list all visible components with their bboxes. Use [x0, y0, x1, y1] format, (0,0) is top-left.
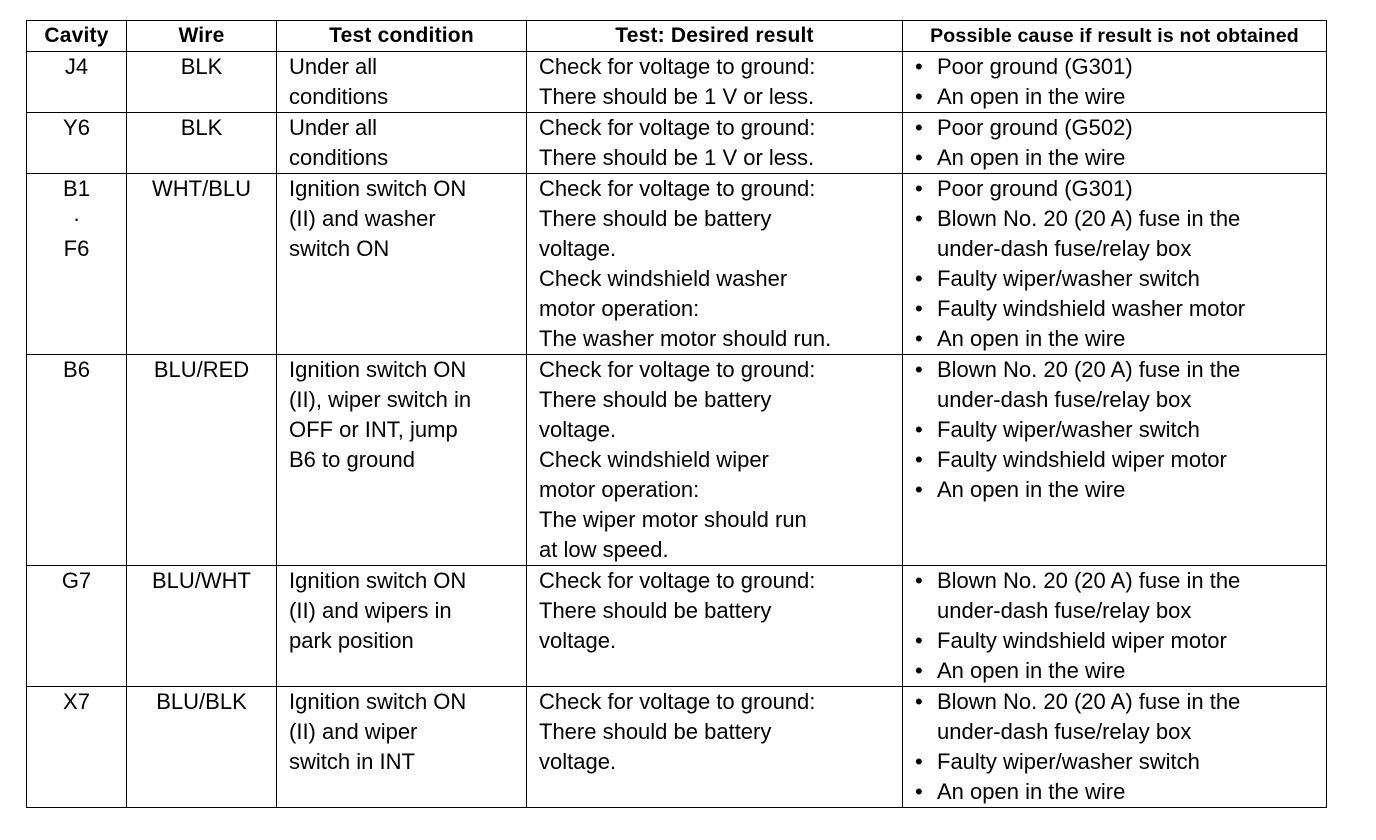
- bullet-icon: •: [915, 176, 923, 201]
- test-condition-line: (II) and wiper: [289, 719, 418, 744]
- possible-cause-cell: [903, 355, 1327, 566]
- header-wire: Wire: [127, 21, 277, 52]
- desired-result-line: There should be battery: [539, 719, 772, 744]
- test-condition-line: Ignition switch ON: [289, 176, 467, 201]
- possible-cause-text: Blown No. 20 (20 A) fuse in the: [937, 357, 1241, 382]
- test-condition-line: switch ON: [289, 236, 390, 261]
- header-test-condition: Test condition: [277, 21, 527, 52]
- possible-cause-text: Blown No. 20 (20 A) fuse in the: [937, 206, 1241, 231]
- possible-cause-cell: [903, 566, 1327, 687]
- possible-cause-text: under-dash fuse/relay box: [937, 719, 1192, 744]
- possible-cause-text: An open in the wire: [937, 326, 1126, 351]
- possible-cause-text: Faulty wiper/washer switch: [937, 417, 1200, 442]
- desired-result-line: Check for voltage to ground:: [539, 176, 816, 201]
- possible-cause-line: [903, 687, 1326, 717]
- possible-cause-text: An open in the wire: [937, 145, 1126, 170]
- possible-cause-line: [903, 777, 1326, 807]
- possible-cause-cell: [903, 52, 1327, 113]
- cavity-line: Y6: [63, 115, 90, 140]
- table-row: [27, 113, 1327, 174]
- possible-cause-line: [903, 174, 1326, 204]
- test-condition-cell: [277, 113, 527, 174]
- desired-result-line: Check for voltage to ground:: [539, 357, 816, 382]
- table-row: [27, 355, 1327, 566]
- possible-cause-line: [903, 82, 1326, 112]
- table-row: [27, 687, 1327, 808]
- cavity-line: B6: [63, 357, 90, 382]
- desired-result-line: Check for voltage to ground:: [539, 115, 816, 140]
- cavity-cell: [27, 52, 127, 113]
- desired-result-line: motor operation:: [539, 477, 700, 502]
- header-desired-result: Test: Desired result: [527, 21, 903, 52]
- possible-cause-line: [903, 596, 1326, 626]
- possible-cause-line: [903, 717, 1326, 747]
- desired-result-line: There should be battery: [539, 206, 772, 231]
- possible-cause-text: Faulty wiper/washer switch: [937, 266, 1200, 291]
- cavity-line: ·: [72, 206, 81, 231]
- bullet-icon: •: [915, 115, 923, 140]
- table-row: [27, 566, 1327, 687]
- desired-result-line: There should be 1 V or less.: [539, 145, 815, 170]
- desired-result-cell: [527, 52, 903, 113]
- test-condition-line: (II), wiper switch in: [289, 387, 472, 412]
- bullet-icon: •: [915, 447, 923, 472]
- test-condition-line: Under all: [289, 54, 378, 79]
- test-condition-cell: [277, 687, 527, 808]
- possible-cause-line: [903, 324, 1326, 354]
- bullet-icon: •: [915, 779, 923, 804]
- possible-cause-text: Poor ground (G301): [937, 176, 1133, 201]
- desired-result-line: voltage.: [539, 628, 617, 653]
- possible-cause-text: Faulty windshield wiper motor: [937, 628, 1227, 653]
- wire-cell: [127, 355, 277, 566]
- possible-cause-line: [903, 747, 1326, 777]
- desired-result-line: Check windshield washer: [539, 266, 788, 291]
- wire-cell: [127, 566, 277, 687]
- bullet-icon: •: [915, 296, 923, 321]
- desired-result-cell: [527, 355, 903, 566]
- wire-color: WHT/BLU: [152, 176, 251, 201]
- possible-cause-line: [903, 204, 1326, 234]
- wire-cell: [127, 687, 277, 808]
- table-header-row: [27, 21, 1327, 52]
- wire-color: BLK: [180, 54, 223, 79]
- possible-cause-text: Blown No. 20 (20 A) fuse in the: [937, 568, 1241, 593]
- desired-result-line: voltage.: [539, 417, 617, 442]
- bullet-icon: •: [915, 326, 923, 351]
- possible-cause-line: [903, 52, 1326, 82]
- cavity-cell: [27, 113, 127, 174]
- bullet-icon: •: [915, 266, 923, 291]
- desired-result-cell: [527, 174, 903, 355]
- possible-cause-text: Poor ground (G502): [937, 115, 1133, 140]
- table-row: [27, 174, 1327, 355]
- possible-cause-text: An open in the wire: [937, 779, 1126, 804]
- cavity-line: G7: [61, 568, 92, 593]
- cavity-line: J4: [64, 54, 89, 79]
- test-condition-line: switch in INT: [289, 749, 415, 774]
- possible-cause-text: An open in the wire: [937, 658, 1126, 683]
- possible-cause-line: [903, 385, 1326, 415]
- possible-cause-line: [903, 294, 1326, 324]
- possible-cause-line: [903, 415, 1326, 445]
- cavity-line: B1: [63, 176, 90, 201]
- bullet-icon: •: [915, 568, 923, 593]
- cavity-cell: [27, 174, 127, 355]
- possible-cause-line: [903, 264, 1326, 294]
- test-condition-cell: [277, 52, 527, 113]
- test-condition-line: OFF or INT, jump: [289, 417, 458, 442]
- possible-cause-line: [903, 355, 1326, 385]
- wire-color: BLK: [180, 115, 223, 140]
- possible-cause-text: under-dash fuse/relay box: [937, 236, 1192, 261]
- header-possible-cause: Possible cause if result is not obtained: [903, 21, 1327, 52]
- possible-cause-line: [903, 656, 1326, 686]
- possible-cause-line: [903, 445, 1326, 475]
- wire-cell: [127, 113, 277, 174]
- test-condition-line: (II) and washer: [289, 206, 436, 231]
- bullet-icon: •: [915, 658, 923, 683]
- bullet-icon: •: [915, 54, 923, 79]
- bullet-icon: •: [915, 689, 923, 714]
- test-condition-line: Ignition switch ON: [289, 568, 467, 593]
- desired-result-line: voltage.: [539, 236, 617, 261]
- test-condition-cell: [277, 566, 527, 687]
- wire-color: BLU/BLK: [156, 689, 247, 714]
- cavity-line: F6: [63, 236, 90, 261]
- desired-result-line: at low speed.: [539, 537, 669, 562]
- possible-cause-cell: [903, 687, 1327, 808]
- possible-cause-line: [903, 113, 1326, 143]
- wire-cell: [127, 174, 277, 355]
- possible-cause-text: An open in the wire: [937, 84, 1126, 109]
- possible-cause-line: [903, 143, 1326, 173]
- desired-result-line: There should be battery: [539, 598, 772, 623]
- cavity-cell: [27, 566, 127, 687]
- possible-cause-line: [903, 234, 1326, 264]
- wire-cell: [127, 52, 277, 113]
- wire-color: BLU/RED: [153, 357, 250, 382]
- possible-cause-text: An open in the wire: [937, 477, 1126, 502]
- bullet-icon: •: [915, 145, 923, 170]
- test-condition-line: Ignition switch ON: [289, 357, 467, 382]
- possible-cause-line: [903, 626, 1326, 656]
- possible-cause-text: under-dash fuse/relay box: [937, 387, 1192, 412]
- possible-cause-text: Faulty windshield washer motor: [937, 296, 1246, 321]
- bullet-icon: •: [915, 206, 923, 231]
- desired-result-line: Check windshield wiper: [539, 447, 769, 472]
- wire-color: BLU/WHT: [152, 568, 251, 593]
- possible-cause-line: [903, 566, 1326, 596]
- header-cavity: Cavity: [27, 21, 127, 52]
- wiper-washer-test-table: [26, 20, 1327, 808]
- possible-cause-text: Faulty wiper/washer switch: [937, 749, 1200, 774]
- cavity-cell: [27, 355, 127, 566]
- possible-cause-text: Faulty windshield wiper motor: [937, 447, 1227, 472]
- bullet-icon: •: [915, 749, 923, 774]
- test-condition-cell: [277, 355, 527, 566]
- possible-cause-text: Blown No. 20 (20 A) fuse in the: [937, 689, 1241, 714]
- desired-result-line: motor operation:: [539, 296, 700, 321]
- test-condition-line: conditions: [289, 84, 389, 109]
- test-condition-line: conditions: [289, 145, 389, 170]
- possible-cause-line: [903, 475, 1326, 505]
- cavity-cell: [27, 687, 127, 808]
- test-condition-line: B6 to ground: [289, 447, 415, 472]
- bullet-icon: •: [915, 84, 923, 109]
- desired-result-cell: [527, 566, 903, 687]
- test-condition-line: (II) and wipers in: [289, 598, 452, 623]
- bullet-icon: •: [915, 417, 923, 442]
- table-body: [27, 52, 1327, 808]
- possible-cause-text: Poor ground (G301): [937, 54, 1133, 79]
- desired-result-line: There should be 1 V or less.: [539, 84, 815, 109]
- test-condition-line: park position: [289, 628, 414, 653]
- bullet-icon: •: [915, 477, 923, 502]
- possible-cause-cell: [903, 174, 1327, 355]
- bullet-icon: •: [915, 357, 923, 382]
- test-condition-line: Under all: [289, 115, 378, 140]
- possible-cause-text: under-dash fuse/relay box: [937, 598, 1192, 623]
- desired-result-line: Check for voltage to ground:: [539, 689, 816, 714]
- desired-result-line: The wiper motor should run: [539, 507, 807, 532]
- desired-result-line: The washer motor should run.: [539, 326, 832, 351]
- table-row: [27, 52, 1327, 113]
- possible-cause-cell: [903, 113, 1327, 174]
- bullet-icon: •: [915, 628, 923, 653]
- desired-result-line: voltage.: [539, 749, 617, 774]
- desired-result-line: There should be battery: [539, 387, 772, 412]
- test-condition-line: Ignition switch ON: [289, 689, 467, 714]
- test-condition-cell: [277, 174, 527, 355]
- desired-result-cell: [527, 687, 903, 808]
- desired-result-line: Check for voltage to ground:: [539, 568, 816, 593]
- desired-result-cell: [527, 113, 903, 174]
- cavity-line: X7: [63, 689, 90, 714]
- desired-result-line: Check for voltage to ground:: [539, 54, 816, 79]
